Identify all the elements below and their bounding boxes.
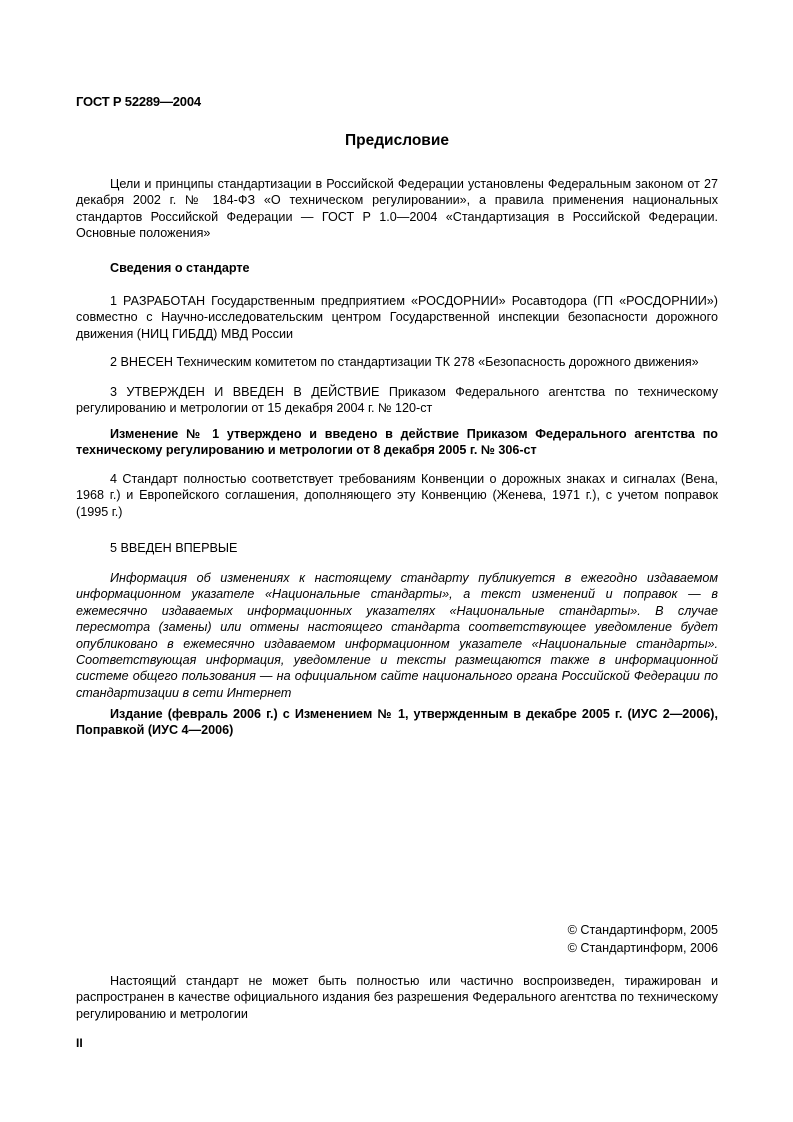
edition-paragraph: Издание (февраль 2006 г.) с Изменением № 1, утвержденным в декабре 2005 г. (ИУС 2—2006), Поправкой (ИУС 4—2006) — [76, 707, 718, 738]
document-page — [76, 0, 718, 1122]
item-approved: 3 УТВЕРЖДЕН И ВВЕДЕН В ДЕЙСТВИЕ Приказом Федерального агентства по техническому регулированию и метрологии от 15 декабря 2004 г. № 120-ст — [76, 385, 718, 416]
item-developed: 1 РАЗРАБОТАН Государственным предприятием «РОСДОРНИИ» Росавтодора (ГП «РОСДОРНИИ») совместно с Научно-исследовательским центром Государственной инспекции безопасности дорожного движения (НИЦ ГИБДД) МВД России — [76, 294, 718, 341]
change-info-paragraph: Информация об изменениях к настоящему стандарту публикуется в ежегодно издаваемом информационном указателе «Национальные стандарты», а текст изменений и поправок — в ежемесячно издаваемых информационных указателях «Национальные стандарты». В случае пересмотра (замены) или отмены настоящего стандарта соответствующее уведомление будет опубликовано в ежемесячно издаваемом информационном указателе «Национальные стандарты». Соответствующая информация, уведомление и тексты размещаются также в информационной системе общего пользования — на официальном сайте национального органа Российской Федерации по стандартизации в сети Интернет — [76, 571, 718, 700]
item-amendment: Изменение № 1 утверждено и введено в действие Приказом Федерального агентства по техническому регулированию и метрологии от 8 декабря 2005 г. № 306-ст — [76, 427, 718, 458]
standard-code: ГОСТ Р 52289—2004 — [76, 94, 201, 109]
copyright-line-1: © Стандартинформ, 2005 — [567, 923, 718, 937]
info-heading: Сведения о стандарте — [110, 261, 250, 275]
item-first-time: 5 ВВЕДЕН ВПЕРВЫЕ — [110, 541, 238, 555]
item-introduced: 2 ВНЕСЕН Техническим комитетом по стандартизации ТК 278 «Безопасность дорожного движения» — [110, 355, 699, 369]
page-number: II — [76, 1036, 83, 1050]
copyright-line-2: © Стандартинформ, 2006 — [567, 941, 718, 955]
item-conformity: 4 Стандарт полностью соответствует требованиям Конвенции о дорожных знаках и сигналах (Вена, 1968 г.) и Европейского соглашения, дополняющего эту Конвенцию (Женева, 1971 г.), с учетом поправок (1995 г.) — [76, 472, 718, 519]
reproduction-notice: Настоящий стандарт не может быть полностью или частично воспроизведен, тиражирован и распространен в качестве официального издания без разрешения Федерального агентства по техническому регулированию и метрологии — [76, 974, 718, 1021]
intro-paragraph: Цели и принципы стандартизации в Российской Федерации установлены Федеральным законом от 27 декабря 2002 г. № 184-ФЗ «О техническом регулировании», а правила применения национальных стандартов Российской Федерации — ГОСТ Р 1.0—2004 «Стандартизация в Российской Федерации. Основные положения» — [76, 177, 718, 241]
page-title: Предисловие — [344, 132, 449, 149]
